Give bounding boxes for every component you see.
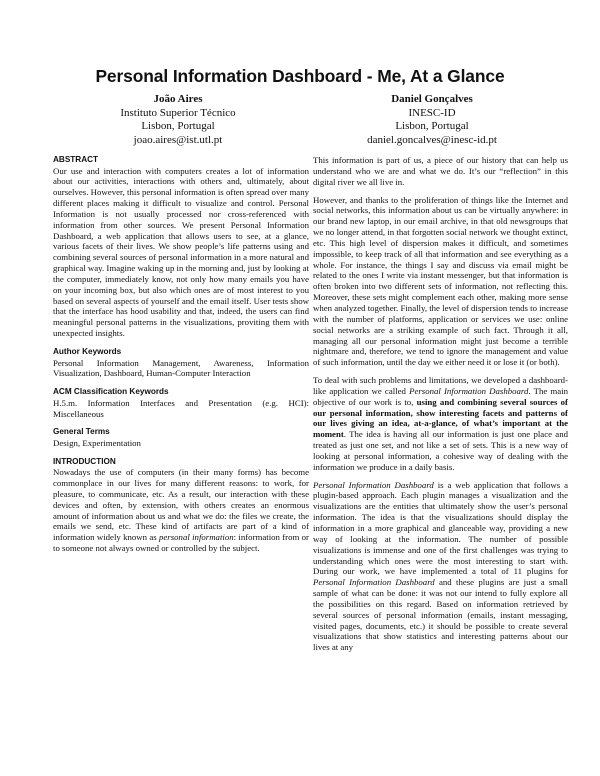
paragraph: This information is part of us, a piece of our history that can help us understand who we are and what we do. It’s our “reflection” in this digital river we all live in.: [313, 155, 568, 187]
author-location: Lisbon, Portugal: [395, 120, 469, 133]
paragraph: To deal with such problems and limitations, we developed a dashboard-like application we called Personal Information Dashboard. The main objective of our work is to, using and combining several sources of our personal information, show interesting facets and patterns of our lives giving an idea, at-a-glance, of what’s important at the moment. The idea is having all our information is just one place and treated as just one set, and not like a set of sets. This is a new way of looking at personal information, a cohesive way of dealing with the information we produce in a daily basis.: [313, 375, 568, 472]
author-email: daniel.goncalves@inesc-id.pt: [367, 133, 497, 146]
abstract-heading: ABSTRACT: [53, 155, 99, 164]
author-email: joao.aires@ist.utl.pt: [133, 133, 223, 146]
abstract-text: Our use and interaction with computers creates a lot of information about our activities, interactions with others and, ultimately, about ourselves. However, this personal information is often spread over many different places making it difficult to visualize and control. Personal Information is not usually processed nor cross-referenced with information from other sources. We present Personal Information Dashboard, a web application that allows users to see, at a glance, various facets of their lives. We show people’s life patterns using and combining several sources of personal information in a more natural and graphical way. Imagine waking up in the morning and, just by looking at the computer, immediately know, not only how many emails you have on your incoming box, but also which ones are of most interest to you based on several aspects of yourself and the email itself. User tests show that the interface has hood usability and that, indeed, the users can find meaningful personal patterns in the visualizations, proviting them with unexpected insights.: [53, 165, 309, 339]
paragraph: Personal Information Dashboard is a web application that follows a plugin-based approach. Each plugin manages a visualization and the visualizations are the entities that ultimately show the user’s personal information. The idea is that the visualizations should display the information in a more graphical and glanceable way, providing a new way of looking at the information. The number of possible visualizations is immense and one of the first challenges was trying to understanding which ones were the most interesting to start with. During our work, we have implemented a total of 11 plugins for Personal Information Dashboard and these plugins are just a small sample of what can be done: it was not our intend to fully explore all the possibilities on this regard. Based on information retrieved by several sources of personal information (emails, instant messaging, visited pages, documents, etc.) it should be possible to create several visualizations that show statistics and interesting patterns about our lives at any: [313, 479, 568, 653]
author-keywords-heading: Author Keywords: [53, 347, 122, 356]
introduction-heading: INTRODUCTION: [53, 456, 116, 466]
acm-text: H.5.m. Information Interfaces and Presentation (e.g. HCI): Miscellaneous: [53, 397, 309, 419]
author-name: João Aires: [153, 93, 203, 105]
introduction-paragraph: Nowadays the use of computers (in their many forms) has become commonplace in our lives for many different reasons: to work, for pleasure, to communicate, etc. As a result, our interaction with these devices and often, by extension, with others creates an enormous amount of information about us and what we do: the files we create, the emails we send, etc. These kind of artifacts are part of a kind of information widely known as personal information: information from or to someone not always owned or controlled by the subject.: [53, 467, 309, 554]
general-terms-heading: General Terms: [53, 427, 110, 437]
author-block-2: [312, 93, 552, 147]
author-affiliation: Instituto Superior Técnico: [120, 106, 236, 119]
author-name: Daniel Gonçalves: [391, 93, 473, 105]
author-location: Lisbon, Portugal: [141, 120, 215, 133]
general-terms-text: Design, Experimentation: [53, 437, 141, 448]
acm-heading: ACM Classification Keywords: [53, 387, 169, 397]
paragraph: However, and thanks to the proliferation of things like the Internet and social networks, this information about us can be virtually anywhere: in our brand new laptop, in our email archive, in that old newsgroups that we no longer attend, in that forgotten social network we thought extinct, etc. This high level of dispersion makes it difficult, and sometimes impossible, to keep track of all that information and see everything as a whole. For instance, the things I say and discuss via email might be related to the ones I write via instant messenger, but that information is often broken into two different sets of information, not reflecting this. Moreover, these sets might complement each other, making more sense when analyzed together. Finally, the level of dispersion tends to increase with the number of platforms, application or services we use: online social networks are a striking example of such fact. Through it all, managing all our personal information might just become a terrible nightmare and, therefore, we tend to ignore the management and value of such information, until the day we either need it or lose it (or both).: [313, 194, 568, 368]
left-column: [53, 155, 309, 554]
author-affiliation: INESC-ID: [408, 106, 456, 119]
paper-title: Personal Information Dashboard - Me, At a Glance: [95, 66, 505, 86]
author-block-1: [58, 93, 298, 147]
right-column: [313, 155, 568, 653]
author-keywords-text: Personal Information Management, Awareness, Information Visualization, Dashboard, Human-Computer Interaction: [53, 357, 309, 379]
